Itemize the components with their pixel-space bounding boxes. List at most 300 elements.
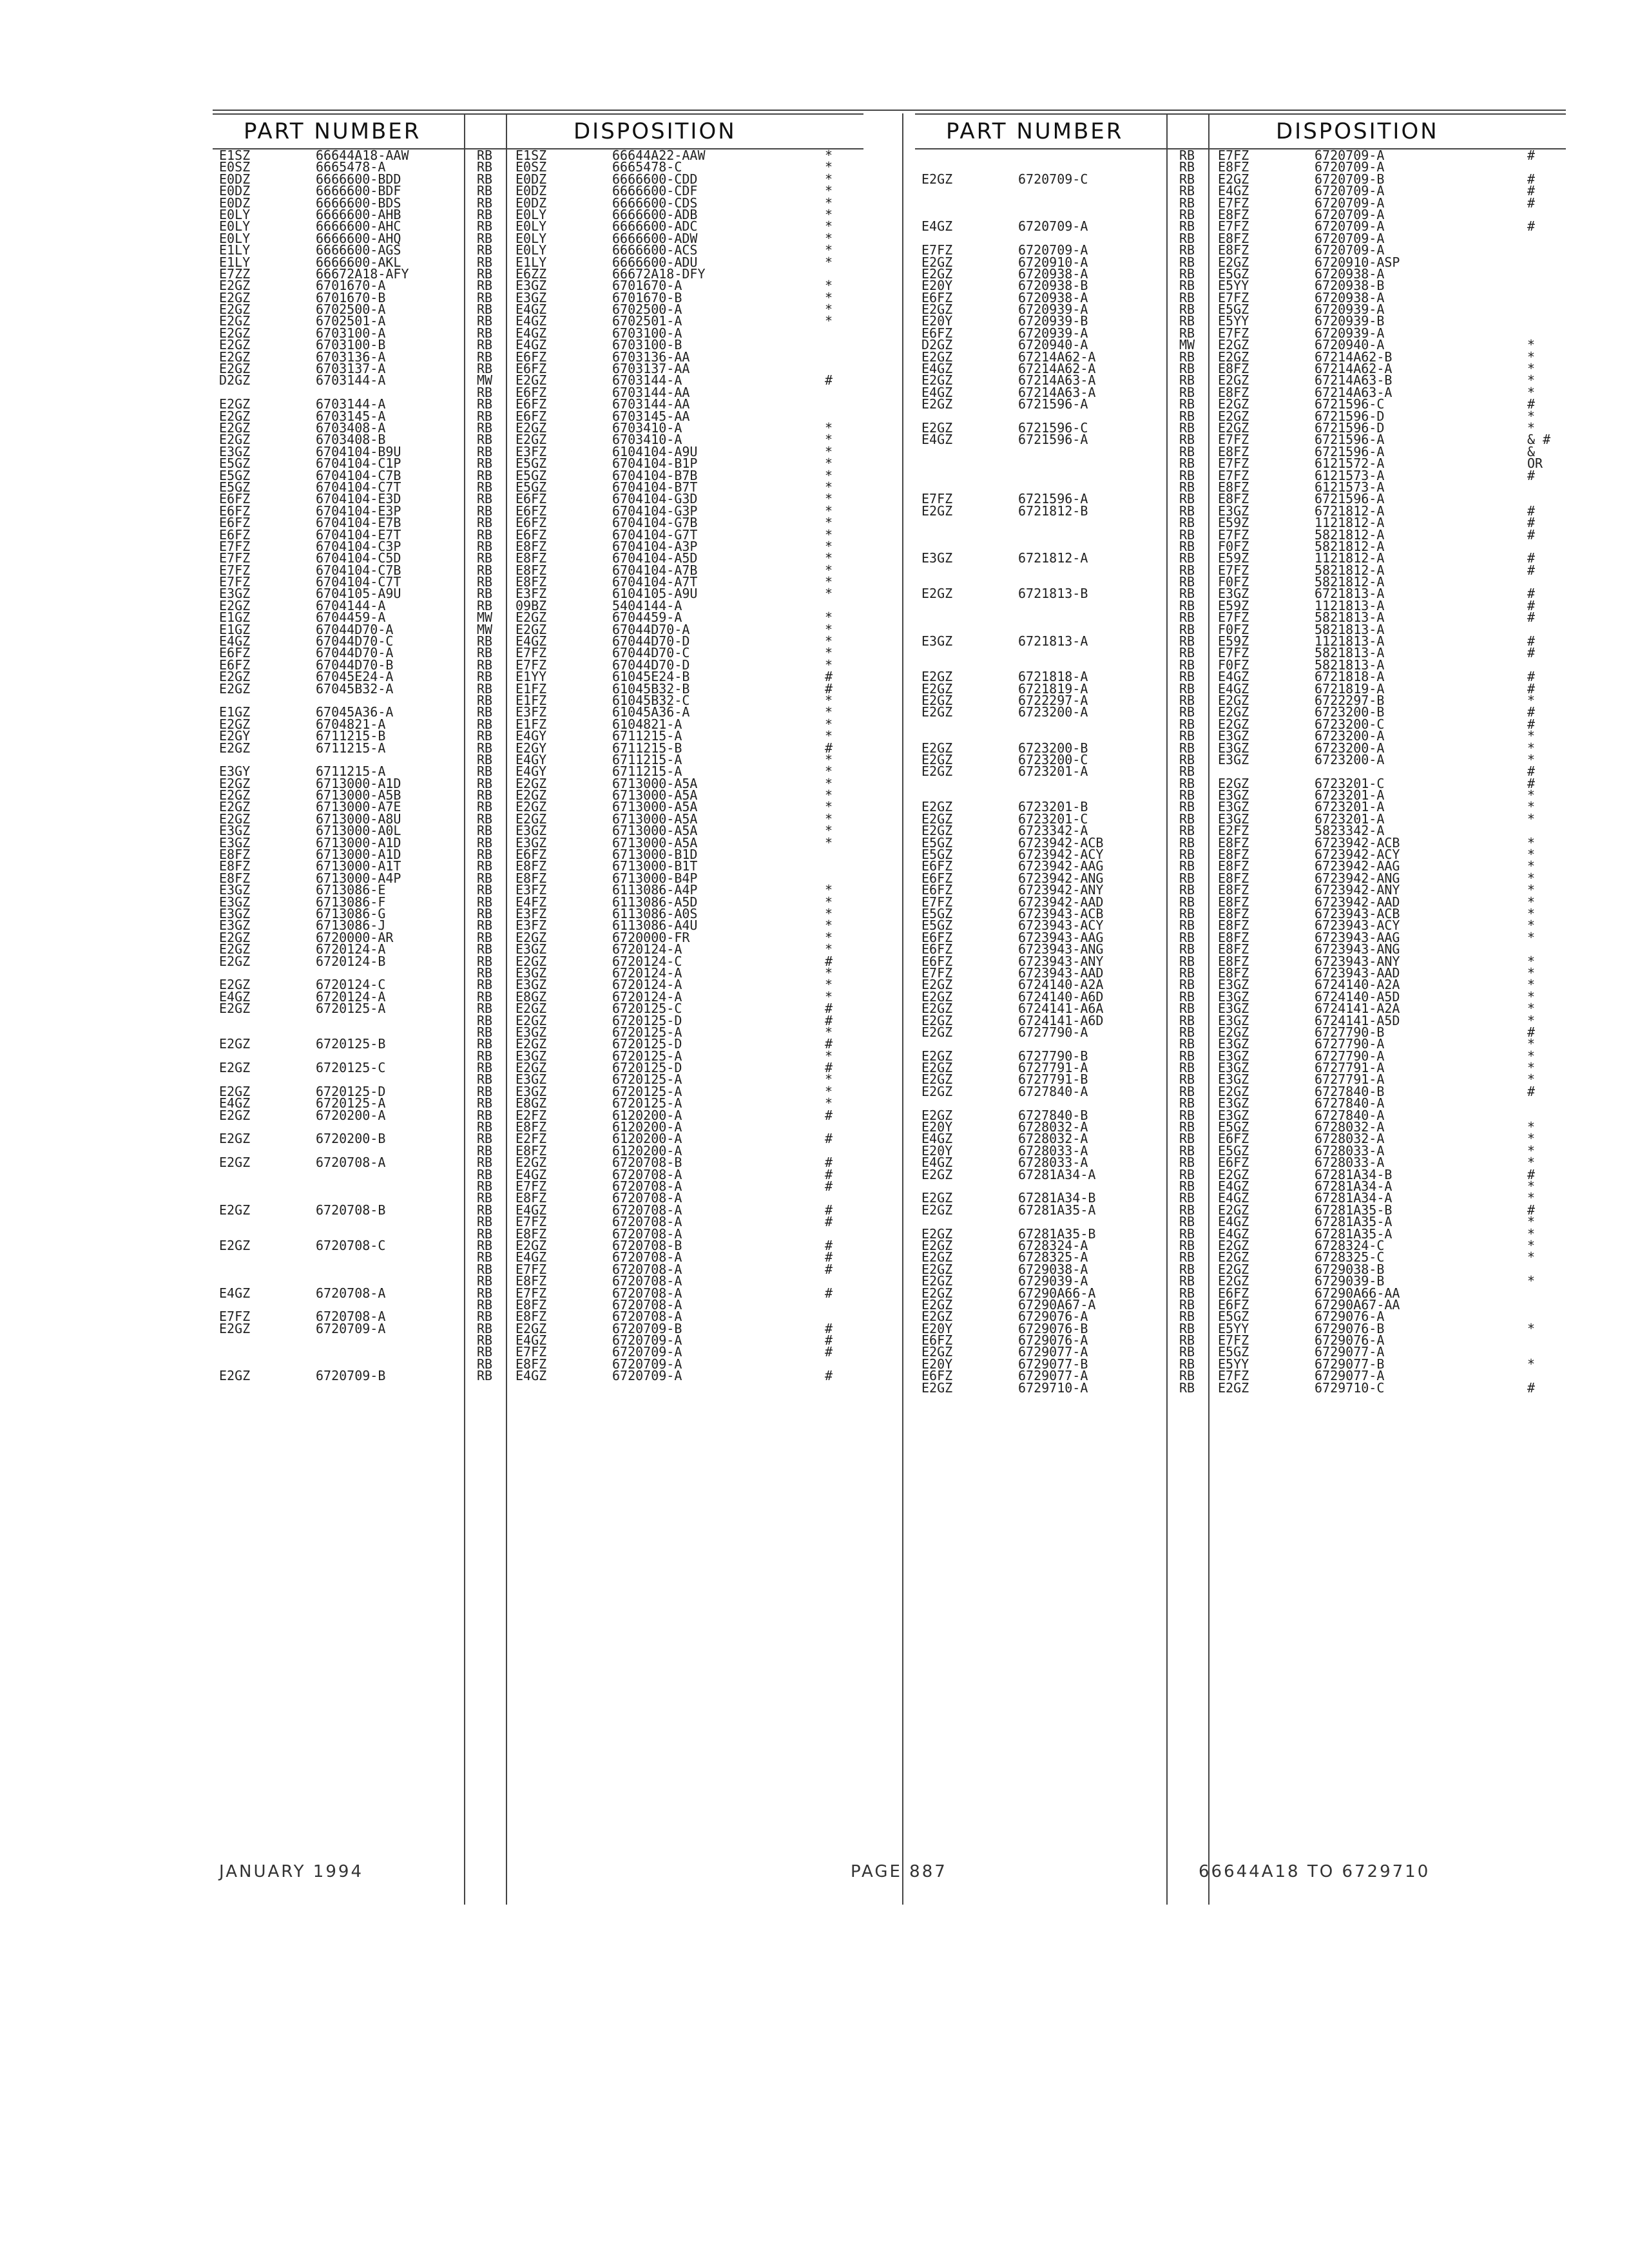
cv-code: E2GZ bbox=[219, 1237, 251, 1253]
part-number: 66672A18-AFY bbox=[316, 265, 409, 282]
cv-code: E2GZ bbox=[921, 302, 953, 318]
cv-code: E1GZ bbox=[219, 610, 251, 626]
left-column bbox=[213, 113, 863, 1905]
part-number: 6723201-B bbox=[1018, 799, 1088, 815]
new-part-number: 6720709-A bbox=[1315, 218, 1385, 235]
cv-code: E2GZ bbox=[921, 1012, 953, 1028]
cv-code: E2GZ bbox=[921, 977, 953, 993]
disposition-code: RB bbox=[1179, 680, 1195, 697]
new-part-number: 6713000-B1T bbox=[612, 858, 698, 874]
flag: * bbox=[1527, 1072, 1536, 1088]
disposition-code: RB bbox=[1179, 597, 1195, 613]
cv-code: E2GZ bbox=[219, 1320, 251, 1336]
new-cv-code: E2GZ bbox=[1218, 1202, 1249, 1218]
part-number: 6727791-A bbox=[1018, 1060, 1088, 1076]
new-cv-code: E4GZ bbox=[516, 633, 547, 649]
new-part-number: 6702500-A bbox=[612, 302, 682, 318]
new-part-number: 6720938-A bbox=[1315, 289, 1385, 305]
new-part-number: 6713000-A5A bbox=[612, 811, 698, 827]
disposition-code: RB bbox=[1179, 195, 1195, 211]
cv-code: E1LY bbox=[219, 254, 251, 270]
new-cv-code: E3GZ bbox=[1218, 586, 1249, 602]
part-number: 6704104-C1P bbox=[316, 456, 401, 472]
flag: * bbox=[1527, 1012, 1536, 1028]
disposition-code: RB bbox=[1179, 953, 1195, 969]
flag: * bbox=[1527, 1214, 1536, 1230]
new-cv-code: E3GZ bbox=[516, 823, 547, 839]
flag: # bbox=[1527, 515, 1536, 531]
flag: * bbox=[1527, 1142, 1536, 1158]
cv-code: E2GZ bbox=[219, 302, 251, 318]
cv-code: E3GZ bbox=[219, 834, 251, 850]
disposition-code: RB bbox=[1179, 834, 1195, 850]
flag: * bbox=[825, 479, 833, 495]
new-cv-code: E4GZ bbox=[516, 313, 547, 329]
disposition-code: RB bbox=[1179, 669, 1195, 685]
new-part-number: 6703144-AA bbox=[612, 384, 690, 400]
new-cv-code: E4GZ bbox=[516, 337, 547, 353]
part-number: 6723200-B bbox=[1018, 740, 1088, 756]
disposition-code: RB bbox=[477, 787, 493, 803]
new-part-number: 6720939-B bbox=[1315, 313, 1385, 329]
footer-range: 66644A18 TO 6729710 bbox=[1199, 1862, 1431, 1881]
cv-code: E20Y bbox=[921, 1142, 953, 1158]
disposition-code: RB bbox=[1179, 396, 1195, 412]
new-cv-code: E5YY bbox=[1218, 313, 1249, 329]
cv-code: E2GZ bbox=[219, 313, 251, 329]
new-cv-code: E2GZ bbox=[516, 419, 547, 436]
new-cv-code: E2GZ bbox=[516, 1320, 547, 1336]
new-cv-code: E2GZ bbox=[516, 775, 547, 791]
cv-code: E3GZ bbox=[219, 894, 251, 910]
disposition-code: RB bbox=[1179, 823, 1195, 839]
disposition-code: RB bbox=[477, 1178, 493, 1194]
new-part-number: 6720708-A bbox=[612, 1261, 682, 1277]
cv-code: E6FZ bbox=[921, 289, 953, 305]
cv-code: E2GZ bbox=[219, 941, 251, 957]
cv-code: E0LY bbox=[219, 206, 251, 222]
part-number: 6721596-A bbox=[1018, 396, 1088, 412]
new-cv-code: E2GZ bbox=[1218, 372, 1249, 389]
disposition-code: RB bbox=[477, 432, 493, 448]
new-part-number: 67281A34-B bbox=[1315, 1166, 1393, 1182]
part-number: 6723200-C bbox=[1018, 751, 1088, 767]
new-part-number: 5821812-A bbox=[1315, 526, 1385, 543]
cv-code: E2GZ bbox=[219, 432, 251, 448]
cv-code: E2GZ bbox=[921, 1344, 953, 1360]
new-cv-code: E2GZ bbox=[1218, 1261, 1249, 1277]
new-cv-code: E4FZ bbox=[516, 894, 547, 910]
part-number: 6720124-A bbox=[316, 988, 386, 1004]
cv-code: E20Y bbox=[921, 1356, 953, 1372]
disposition-code: RB bbox=[1179, 1379, 1195, 1396]
disposition-code: RB bbox=[477, 1036, 493, 1052]
table-row bbox=[915, 1379, 1566, 1396]
part-number: 6713000-A1D bbox=[316, 847, 401, 863]
part-number: 6703408-A bbox=[316, 419, 386, 436]
flag: # bbox=[825, 1060, 833, 1076]
cv-code: E6FZ bbox=[921, 858, 953, 874]
new-cv-code: E5GZ bbox=[1218, 1309, 1249, 1325]
cv-code: E2GZ bbox=[921, 1024, 953, 1040]
cv-code: E7FZ bbox=[219, 538, 251, 554]
flag: * bbox=[1527, 1001, 1536, 1017]
part-number: 6720125-B bbox=[316, 1036, 386, 1052]
new-part-number: 6666600-CDS bbox=[612, 195, 698, 211]
cv-code: E2GZ bbox=[921, 811, 953, 827]
cv-code: E3GZ bbox=[219, 586, 251, 602]
new-cv-code: E59Z bbox=[1218, 515, 1249, 531]
new-part-number: 6729038-B bbox=[1315, 1261, 1385, 1277]
new-part-number: 6729039-B bbox=[1315, 1273, 1385, 1289]
new-part-number: 6713000-A5A bbox=[612, 834, 698, 850]
new-part-number: 67214A63-B bbox=[1315, 372, 1393, 389]
part-number: 6704104-C7T bbox=[316, 574, 401, 590]
new-part-number: 6666600-ADB bbox=[612, 206, 698, 222]
new-cv-code: E5GZ bbox=[1218, 302, 1249, 318]
new-cv-code: E8FZ bbox=[516, 574, 547, 590]
flag: # bbox=[825, 372, 833, 389]
flag: # bbox=[1527, 218, 1536, 235]
cv-code: E2GZ bbox=[921, 1296, 953, 1312]
disposition-code: RB bbox=[477, 515, 493, 531]
flag: * bbox=[825, 242, 833, 258]
new-part-number: 6703144-AA bbox=[612, 396, 690, 412]
part-number: 6720708-B bbox=[316, 1202, 386, 1218]
cv-code: E6FZ bbox=[219, 491, 251, 507]
part-number-heading: PART NUMBER bbox=[946, 119, 1124, 144]
disposition-code: RB bbox=[477, 538, 493, 554]
disposition-code: RB bbox=[477, 977, 493, 993]
disposition-code: RB bbox=[1179, 1237, 1195, 1253]
part-number: 6704821-A bbox=[316, 716, 386, 732]
disposition-code: RB bbox=[1179, 1320, 1195, 1336]
new-part-number: 6728033-A bbox=[1315, 1142, 1385, 1158]
new-cv-code: E3GZ bbox=[516, 278, 547, 294]
disposition-code: RB bbox=[477, 728, 493, 744]
flag: * bbox=[825, 515, 833, 531]
part-number: 67044D70-C bbox=[316, 633, 394, 649]
new-cv-code: E6FZ bbox=[516, 847, 547, 863]
disposition-code: RB bbox=[1179, 183, 1195, 199]
flag: * bbox=[1527, 1155, 1536, 1171]
flag: # bbox=[825, 1001, 833, 1017]
left-rows bbox=[213, 149, 863, 1382]
new-cv-code: E3GZ bbox=[1218, 1095, 1249, 1111]
part-number: 6723942-AAD bbox=[1018, 894, 1104, 910]
disposition-code: RB bbox=[477, 1273, 493, 1289]
part-number: 6723201-C bbox=[1018, 811, 1088, 827]
cv-code: E0LY bbox=[219, 218, 251, 235]
disposition-code: RB bbox=[477, 858, 493, 874]
part-number: 6720938-A bbox=[1018, 265, 1088, 282]
disposition-code: RB bbox=[477, 1356, 493, 1372]
new-part-number: 6113086-A0S bbox=[612, 906, 698, 921]
cv-code: E2GZ bbox=[921, 1060, 953, 1076]
disposition-code: MW bbox=[477, 610, 493, 626]
flag: * bbox=[825, 906, 833, 921]
new-part-number: 6723942-ACB bbox=[1315, 834, 1400, 850]
flag: * bbox=[1527, 1190, 1536, 1206]
disposition-code: RB bbox=[1179, 858, 1195, 874]
part-number: 6704459-A bbox=[316, 610, 386, 626]
new-cv-code: E8FZ bbox=[516, 1296, 547, 1312]
new-part-number: 6704459-A bbox=[612, 610, 682, 626]
flag: * bbox=[1527, 834, 1536, 850]
new-part-number: 6720708-A bbox=[612, 1273, 682, 1289]
top-rule bbox=[213, 110, 1566, 111]
new-part-number: 6723943-ACY bbox=[1315, 918, 1400, 934]
new-part-number: 6728032-A bbox=[1315, 1131, 1385, 1147]
disposition-code: RB bbox=[477, 751, 493, 767]
disposition-code: RB bbox=[1179, 1368, 1195, 1384]
part-number: 6711215-A bbox=[316, 740, 386, 756]
part-number: 67214A63-A bbox=[1018, 372, 1096, 389]
part-number: 6704104-E3P bbox=[316, 503, 401, 519]
new-cv-code: E7FZ bbox=[1218, 148, 1249, 163]
disposition-code: RB bbox=[477, 443, 493, 459]
new-part-number: 6720708-A bbox=[612, 1190, 682, 1206]
new-part-number: 6701670-B bbox=[612, 289, 682, 305]
part-number: 6713000-A8U bbox=[316, 811, 401, 827]
new-cv-code: E8FZ bbox=[1218, 159, 1249, 175]
cv-code: E7FZ bbox=[219, 574, 251, 590]
disposition-code: RB bbox=[477, 1296, 493, 1312]
flag: * bbox=[1527, 384, 1536, 400]
new-part-number: 6704104-G3P bbox=[612, 503, 698, 519]
new-cv-code: E2FZ bbox=[516, 1107, 547, 1123]
part-number: 6720709-C bbox=[1018, 171, 1088, 187]
flag: * bbox=[825, 633, 833, 649]
disposition-code: RB bbox=[477, 1072, 493, 1088]
part-number: 6729710-A bbox=[1018, 1379, 1088, 1396]
cv-code: E8FZ bbox=[219, 870, 251, 886]
new-part-number: 6729077-A bbox=[1315, 1368, 1385, 1384]
flag: * bbox=[825, 894, 833, 910]
new-cv-code: E8FZ bbox=[1218, 242, 1249, 258]
cv-code: E7FZ bbox=[921, 894, 953, 910]
flag: * bbox=[1527, 372, 1536, 389]
new-cv-code: E5GZ bbox=[516, 479, 547, 495]
new-cv-code: E2GZ bbox=[516, 1012, 547, 1028]
part-number: 6703145-A bbox=[316, 408, 386, 424]
disposition-code: RB bbox=[477, 1155, 493, 1171]
cv-code: D2GZ bbox=[921, 337, 953, 353]
cv-code: E0LY bbox=[219, 230, 251, 246]
new-part-number: 67281A34-A bbox=[1315, 1178, 1393, 1194]
disposition-code: RB bbox=[1179, 775, 1195, 791]
new-part-number: 6704104-A3P bbox=[612, 538, 698, 554]
disposition-code: RB bbox=[1179, 313, 1195, 329]
new-cv-code: E7FZ bbox=[516, 645, 547, 661]
new-cv-code: E0SZ bbox=[516, 159, 547, 175]
cv-code: E20Y bbox=[921, 1320, 953, 1336]
disposition-code: RB bbox=[1179, 538, 1195, 554]
flag: * bbox=[1527, 858, 1536, 874]
new-part-number: 6727840-A bbox=[1315, 1107, 1385, 1123]
disposition-code: RB bbox=[477, 918, 493, 934]
new-cv-code: E1FZ bbox=[516, 680, 547, 697]
flag: * bbox=[1527, 1356, 1536, 1372]
new-cv-code: E1SZ bbox=[516, 148, 547, 163]
new-cv-code: E3GZ bbox=[516, 941, 547, 957]
disposition-code: RB bbox=[477, 941, 493, 957]
new-cv-code: E2GZ bbox=[516, 432, 547, 448]
part-number: 6713000-A1T bbox=[316, 858, 401, 874]
part-number: 6666600-AHC bbox=[316, 218, 401, 235]
new-part-number: 6727840-B bbox=[1315, 1083, 1385, 1099]
disposition-code: RB bbox=[1179, 526, 1195, 543]
disposition-code: RB bbox=[1179, 740, 1195, 756]
part-number: 6728033-A bbox=[1018, 1142, 1088, 1158]
disposition-code: RB bbox=[1179, 847, 1195, 863]
part-number: 6720709-B bbox=[316, 1368, 386, 1384]
part-number: 6728032-A bbox=[1018, 1119, 1088, 1135]
new-cv-code: E3GZ bbox=[516, 1083, 547, 1099]
new-cv-code: E6FZ bbox=[1218, 1285, 1249, 1301]
new-part-number: 1121813-A bbox=[1315, 597, 1385, 613]
new-part-number: 67044D70-D bbox=[612, 633, 690, 649]
disposition-code: RB bbox=[477, 337, 493, 353]
new-part-number: 6723200-C bbox=[1315, 716, 1385, 732]
cv-code: E2GZ bbox=[219, 953, 251, 969]
new-part-number: 6713000-A5A bbox=[612, 799, 698, 815]
new-part-number: 6703136-AA bbox=[612, 349, 690, 365]
cv-code: E6FZ bbox=[921, 1368, 953, 1384]
part-number: 6704104-C3P bbox=[316, 538, 401, 554]
part-number: 6704105-A9U bbox=[316, 586, 401, 602]
cv-code: E3GY bbox=[219, 764, 251, 780]
new-part-number: 6713000-A5A bbox=[612, 823, 698, 839]
flag: # bbox=[825, 1332, 833, 1349]
new-part-number: 6720709-A bbox=[1315, 206, 1385, 222]
new-cv-code: E4GZ bbox=[1218, 669, 1249, 685]
new-cv-code: E3GZ bbox=[1218, 728, 1249, 744]
new-part-number: 6711215-A bbox=[612, 751, 682, 767]
part-number: 6720125-D bbox=[316, 1083, 386, 1099]
disposition-heading: DISPOSITION bbox=[1276, 119, 1439, 144]
flag: # bbox=[825, 1214, 833, 1230]
new-part-number: 6113086-A4U bbox=[612, 918, 698, 934]
part-number: 6723943-ACY bbox=[1018, 918, 1104, 934]
new-cv-code: E2GZ bbox=[1218, 396, 1249, 412]
part-number: 6723943-AAG bbox=[1018, 929, 1104, 945]
new-part-number: 6728324-C bbox=[1315, 1237, 1385, 1253]
part-number: 6729077-A bbox=[1018, 1368, 1088, 1384]
cv-code: E6FZ bbox=[219, 645, 251, 661]
cv-code: E2GZ bbox=[921, 740, 953, 756]
disposition-code: RB bbox=[477, 764, 493, 780]
column-divider bbox=[902, 113, 903, 1905]
new-part-number: 6721813-A bbox=[1315, 586, 1385, 602]
part-number: 6723342-A bbox=[1018, 823, 1088, 839]
new-cv-code: E4GZ bbox=[1218, 1178, 1249, 1194]
new-part-number: 6711215-A bbox=[612, 728, 682, 744]
new-cv-code: E2GZ bbox=[516, 953, 547, 969]
disposition-code: RB bbox=[1179, 918, 1195, 934]
disposition-code: RB bbox=[477, 1225, 493, 1242]
disposition-code: RB bbox=[477, 965, 493, 981]
new-cv-code: E4GZ bbox=[1218, 1225, 1249, 1242]
new-part-number: 67044D70-C bbox=[612, 645, 690, 661]
part-number: 6713086-E bbox=[316, 882, 386, 898]
new-cv-code: E7FZ bbox=[516, 1285, 547, 1301]
cv-code: E2GZ bbox=[219, 811, 251, 827]
new-part-number: 6720708-A bbox=[612, 1296, 682, 1312]
new-part-number: 6723943-ACB bbox=[1315, 906, 1400, 921]
disposition-code: RB bbox=[1179, 586, 1195, 602]
right-rows bbox=[915, 149, 1566, 1394]
new-part-number: 6720125-A bbox=[612, 1095, 682, 1111]
new-part-number: 6703137-AA bbox=[612, 361, 690, 377]
flag: * bbox=[1527, 929, 1536, 945]
new-part-number: 6713000-A5A bbox=[612, 787, 698, 803]
new-cv-code: E8FZ bbox=[1218, 929, 1249, 945]
disposition-code: RB bbox=[1179, 1225, 1195, 1242]
cv-code: E2GZ bbox=[921, 680, 953, 697]
new-cv-code: E8FZ bbox=[1218, 479, 1249, 495]
part-number: 6723942-ANY bbox=[1018, 882, 1104, 898]
disposition-code: RB bbox=[477, 278, 493, 294]
new-cv-code: E8FZ bbox=[516, 562, 547, 578]
new-cv-code: E7FZ bbox=[1218, 562, 1249, 578]
cv-code: E2GZ bbox=[921, 823, 953, 839]
cv-code: E20Y bbox=[921, 278, 953, 294]
disposition-code: RB bbox=[1179, 254, 1195, 270]
cv-code: E2GZ bbox=[219, 337, 251, 353]
part-number: 67045A36-A bbox=[316, 704, 394, 720]
new-cv-code: E2GZ bbox=[1218, 337, 1249, 353]
new-cv-code: E2GZ bbox=[1218, 692, 1249, 708]
part-number: 6720709-A bbox=[1018, 242, 1088, 258]
cv-code: E6FZ bbox=[219, 657, 251, 673]
cv-code: E6FZ bbox=[921, 1332, 953, 1349]
flag: # bbox=[825, 1261, 833, 1277]
new-part-number: 6121573-A bbox=[1315, 467, 1385, 483]
flag: * bbox=[825, 799, 833, 815]
new-cv-code: E6FZ bbox=[1218, 1296, 1249, 1312]
new-part-number: 6720709-A bbox=[612, 1368, 682, 1384]
disposition-code: RB bbox=[1179, 728, 1195, 744]
new-part-number: 6702501-A bbox=[612, 313, 682, 329]
new-cv-code: E2GZ bbox=[1218, 1379, 1249, 1396]
footer-page: PAGE 887 bbox=[851, 1862, 947, 1881]
new-cv-code: E8FZ bbox=[1218, 882, 1249, 898]
cv-code: E2GZ bbox=[921, 692, 953, 708]
disposition-code: RB bbox=[1179, 419, 1195, 436]
new-part-number: 6720125-A bbox=[612, 1048, 682, 1064]
flag: * bbox=[825, 195, 833, 211]
new-part-number: 6724140-A5D bbox=[1315, 988, 1400, 1004]
flag: # bbox=[1527, 680, 1536, 697]
new-cv-code: E3FZ bbox=[516, 443, 547, 459]
part-number: 6704104-C7B bbox=[316, 562, 401, 578]
new-cv-code: E3FZ bbox=[516, 882, 547, 898]
new-cv-code: E6FZ bbox=[516, 349, 547, 365]
part-number: 6704104-E7B bbox=[316, 515, 401, 531]
right-column bbox=[915, 113, 1566, 1905]
flag: # bbox=[1527, 633, 1536, 649]
flag: * bbox=[1527, 977, 1536, 993]
new-cv-code: E8FZ bbox=[1218, 965, 1249, 981]
disposition-code: RB bbox=[477, 195, 493, 211]
disposition-code: RB bbox=[477, 669, 493, 685]
disposition-code: RB bbox=[477, 396, 493, 412]
new-cv-code: E8FZ bbox=[516, 1273, 547, 1289]
cv-code: E4GZ bbox=[921, 432, 953, 448]
part-number: 6721596-A bbox=[1018, 491, 1088, 507]
new-part-number: 6665478-C bbox=[612, 159, 682, 175]
